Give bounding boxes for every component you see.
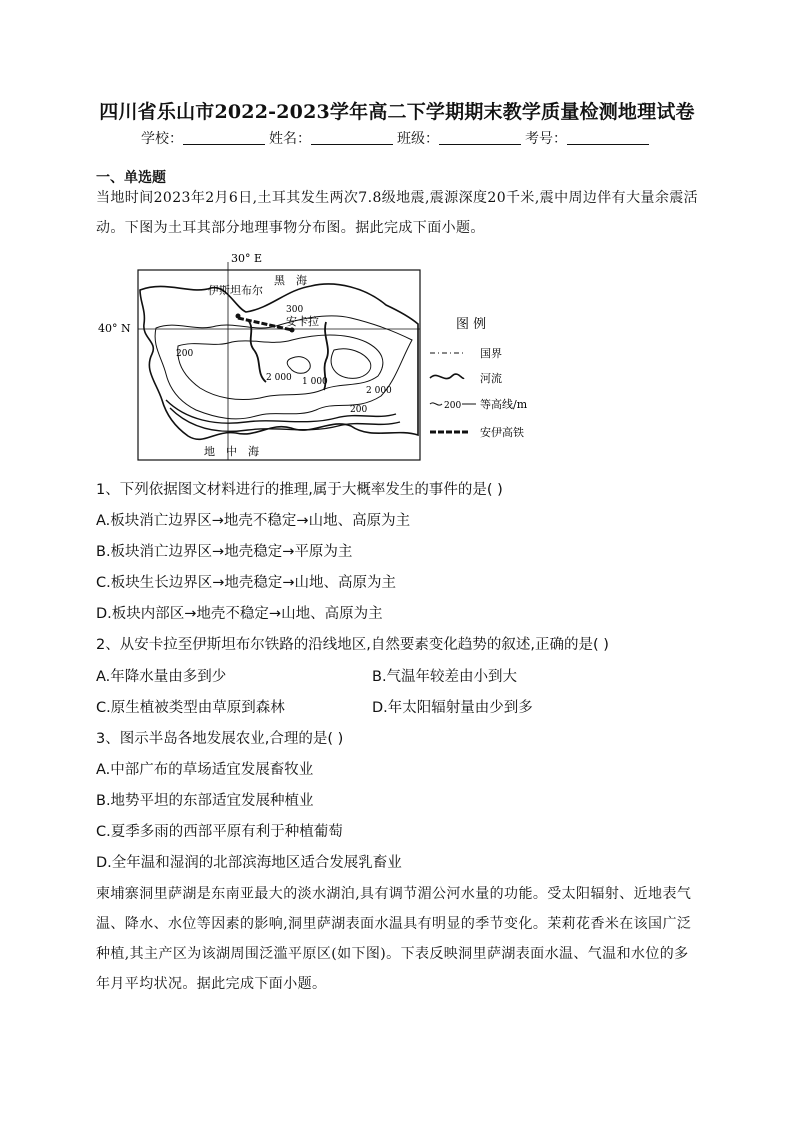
legend-river-label: 河流: [480, 372, 502, 385]
legend-contour-label: 等高线/m: [480, 398, 528, 411]
number-label: 考号：: [525, 131, 567, 147]
q1-option-c[interactable]: C.板块生长边界区→地壳稳定→山地、高原为主: [96, 575, 397, 591]
contour-1000: [178, 335, 383, 400]
name-blank[interactable]: [311, 130, 393, 145]
q3-option-d[interactable]: D.全年温和湿润的北部滨海地区适合发展乳畜业: [96, 855, 402, 871]
legend-contour-symbol: [430, 403, 442, 405]
legend-title: 图 例: [456, 317, 487, 332]
contour-label-200a: 200: [176, 349, 194, 359]
exam-title: 四川省乐山市2022-2023学年高二下学期期末教学质量检测地理试卷: [99, 101, 695, 123]
number-blank[interactable]: [567, 130, 649, 145]
section-heading: 一、单选题: [96, 170, 166, 186]
legend-border-label: 国界: [480, 347, 502, 360]
contour-2000-center: [287, 357, 310, 374]
q1-option-d[interactable]: D.板块内部区→地壳不稳定→山地、高原为主: [96, 606, 383, 622]
legend-railway-label: 安伊高铁: [480, 426, 524, 439]
turkey-map: [96, 250, 546, 465]
q2-option-d[interactable]: D.年太阳辐射量由少到多: [372, 700, 533, 716]
q3-option-a[interactable]: A.中部广布的草场适宜发展畜牧业: [96, 762, 314, 778]
material-paragraph-2: 柬埔寨洞里萨湖是东南亚最大的淡水湖泊,具有调节湄公河水量的功能。受太阳辐射、近地表气温、降水、水位等因素的影响,洞里萨湖表面水温具有明显的季节变化。茉莉花香米在该国广泛种植,其主产区为该湖周围泛滥平原区(如下图)。下表反映洞里萨湖表面水温、气温和水位的多年月平均状况。据此完成下面小题。: [96, 886, 692, 992]
contour-2000-east: [331, 349, 371, 379]
q1-option-a[interactable]: A.板块消亡边界区→地壳不稳定→山地、高原为主: [96, 513, 411, 529]
contour-label-300: 300: [286, 305, 304, 315]
class-label: 班级：: [397, 131, 439, 147]
q3-option-c[interactable]: C.夏季多雨的西部平原有利于种植葡萄: [96, 824, 343, 840]
contour-label-2000b: 2 000: [366, 386, 392, 396]
q2-option-c[interactable]: C.原生植被类型由草原到森林: [96, 700, 285, 716]
question-1-stem: 1、下列依据图文材料进行的推理,属于大概率发生的事件的是( ): [96, 482, 503, 498]
name-label: 姓名：: [269, 131, 311, 147]
question-2-stem: 2、从安卡拉至伊斯坦布尔铁路的沿线地区,自然要素变化趋势的叙述,正确的是( ): [96, 637, 609, 653]
ankara-dot: [290, 328, 295, 333]
material-paragraph-1: 当地时间2023年2月6日,土耳其发生两次7.8级地震,震源深度20千米,震中周边伴有大量余震活动。下图为土耳其部分地理事物分布图。据此完成下面小题。: [96, 190, 699, 236]
class-blank[interactable]: [439, 130, 521, 145]
contour-label-2000a: 2 000: [266, 373, 292, 383]
lat-label: 40° N: [98, 322, 131, 335]
ankara-label: 安卡拉: [286, 315, 319, 328]
legend-river-symbol: [430, 374, 464, 379]
school-label: 学校：: [141, 131, 183, 147]
contour-label-1000: 1 000: [302, 377, 328, 387]
q1-option-b[interactable]: B.板块消亡边界区→地壳稳定→平原为主: [96, 544, 353, 560]
istanbul-label: 伊斯坦布尔: [208, 284, 263, 297]
question-3-stem: 3、图示半岛各地发展农业,合理的是( ): [96, 731, 344, 747]
legend-contour-value: 200: [444, 401, 462, 411]
med-sea-label: 地 中 海: [204, 445, 259, 458]
q2-option-a[interactable]: A.年降水量由多到少: [96, 669, 227, 685]
contour-label-200b: 200: [350, 405, 368, 415]
contour-200: [155, 316, 412, 419]
student-info-line: [0, 128, 794, 148]
q3-option-b[interactable]: B.地势平坦的东部适宜发展种植业: [96, 793, 314, 809]
istanbul-dot: [236, 314, 241, 319]
school-blank[interactable]: [183, 130, 265, 145]
black-sea-label: 黑 海: [274, 274, 307, 287]
lon-label: 30° E: [231, 252, 263, 265]
q2-option-b[interactable]: B.气温年较差由小到大: [372, 669, 518, 685]
